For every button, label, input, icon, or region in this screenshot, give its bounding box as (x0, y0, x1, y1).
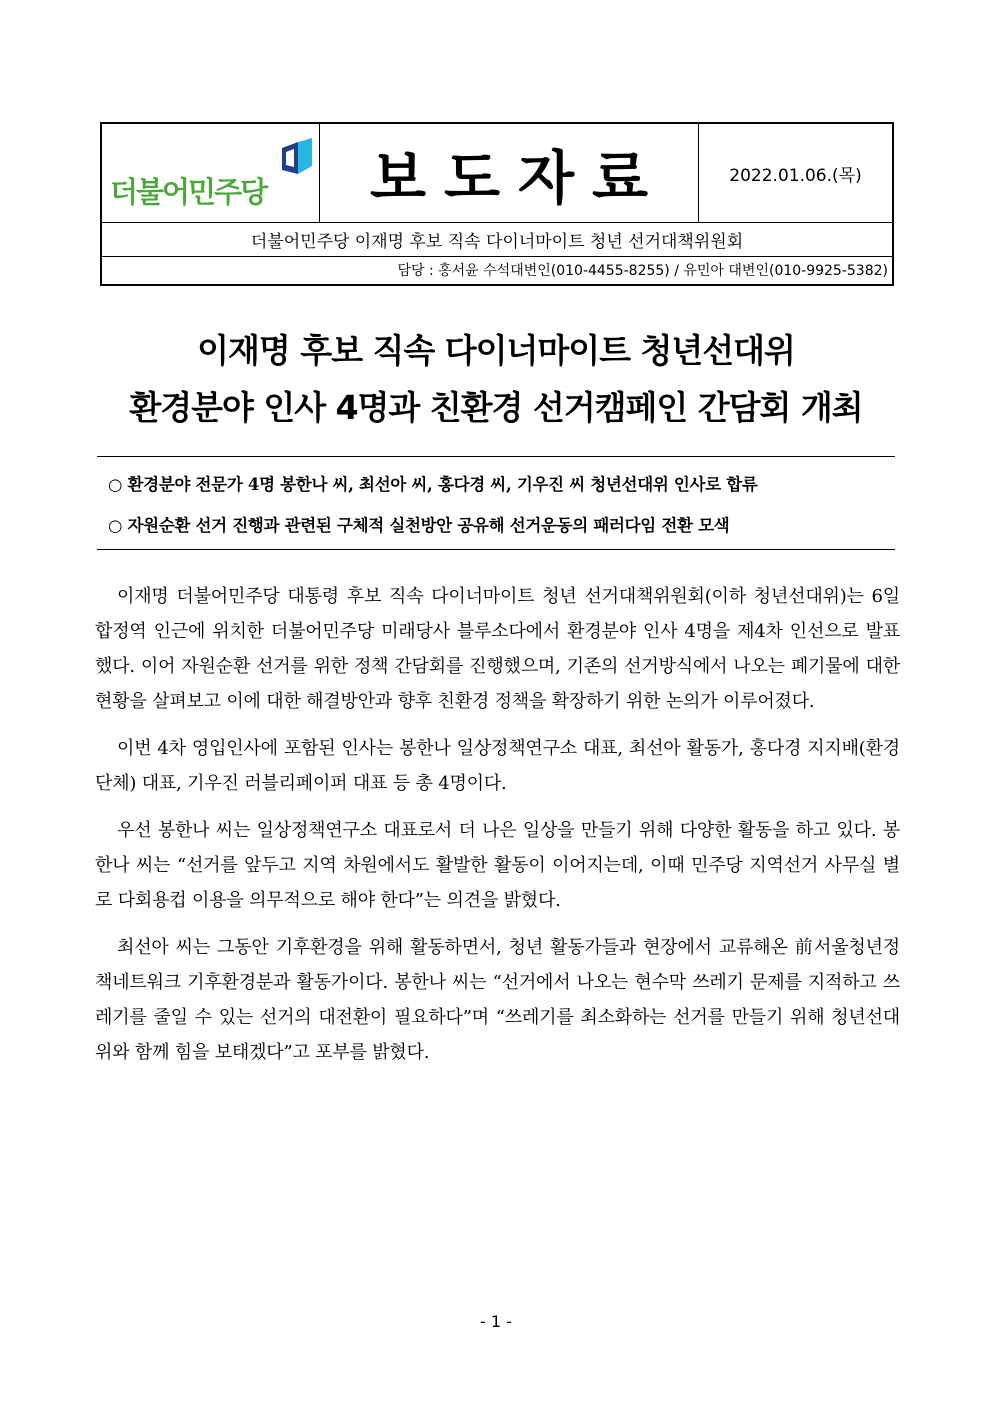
headline-line-2: 환경분야 인사 4명과 친환경 선거캠페인 간담회 개최 (129, 388, 863, 427)
contact-info: 담당 : 홍서윤 수석대변인(010-4455-8255) / 유민아 대변인(010-9925-5382) (397, 263, 888, 279)
party-logo (102, 124, 320, 222)
body-paragraph-1: 이재명 더불어민주당 대통령 후보 직속 다이너마이트 청년 선거대책위원회(이하 청년선대위)는 6일 합정역 인근에 위치한 더불어민주당 미래당사 블루소다에서 환경분야 인사 4명을 제4차 인선으로 발표했다. 이어 자원순환 선거를 위한 정책 간담회를 진행했으며, 기존의 선거방식에서 나오는 폐기물에 대한 현황을 살펴보고 이에 대한 해결방안과 향후 친환경 정책을 확장하기 위한 논의가 이루어졌다. (95, 586, 900, 712)
summary-point-2: ○ 자원순환 선거 진행과 관련된 구체적 실천방안 공유해 선거운동의 패러다임 전환 모색 (108, 516, 730, 535)
release-date: 2022.01.06.(목) (729, 165, 862, 186)
body-paragraph-2: 이번 4차 영입인사에 포함된 인사는 봉한나 일상정책연구소 대표, 최선아 활동가, 홍다경 지지배(환경단체) 대표, 기우진 러블리페이퍼 대표 등 총 4명이다. (95, 738, 900, 794)
article-body (95, 579, 900, 1082)
header-top-row (102, 124, 892, 223)
headline-line-1: 이재명 후보 직속 다이너마이트 청년선대위 (197, 331, 795, 370)
body-paragraph-4: 최선아 씨는 그동안 기후환경을 위해 활동하면서, 청년 활동가들과 현장에서 교류해온 前서울청년정책네트워크 기후환경분과 활동가이다. 봉한나 씨는 “선거에서 나오는 현수막 쓰레기 문제를 지적하고 쓰레기를 줄일 수 있는 선거의 대전환이 필요하다”며 “쓰레기를 최소화하는 선거를 만들기 위해 청년선대위와 함께 힘을 보태겠다”고 포부를 밝혔다. (95, 937, 900, 1063)
party-logo-text: 더불어민주당 (110, 175, 267, 209)
press-title-cell (320, 124, 699, 222)
summary-point-1: ○ 환경분야 전문가 4명 봉한나 씨, 최선아 씨, 홍다경 씨, 기우진 씨 청년선대위 인사로 합류 (108, 475, 758, 494)
organization-name: 더불어민주당 이재명 후보 직속 다이너마이트 청년 선거대책위원회 (102, 222, 892, 257)
summary-bottom-rule (97, 549, 895, 550)
page-number: - 1 - (480, 1312, 512, 1331)
body-paragraph-3: 우선 봉한나 씨는 일상정책연구소 대표로서 더 나은 일상을 만들기 위해 다양한 활동을 하고 있다. 봉한나 씨는 “선거를 앞두고 지역 차원에서도 활발한 활동이 이어지는데, 이때 민주당 지역선거 사무실 별로 다회용컵 이용을 의무적으로 해야 한다”는 의견을 밝혔다. (95, 820, 900, 911)
party-flag-icon (278, 136, 314, 176)
press-header (100, 122, 894, 286)
press-release-title: 보도자료 (369, 144, 667, 212)
summary-top-rule (97, 456, 895, 457)
